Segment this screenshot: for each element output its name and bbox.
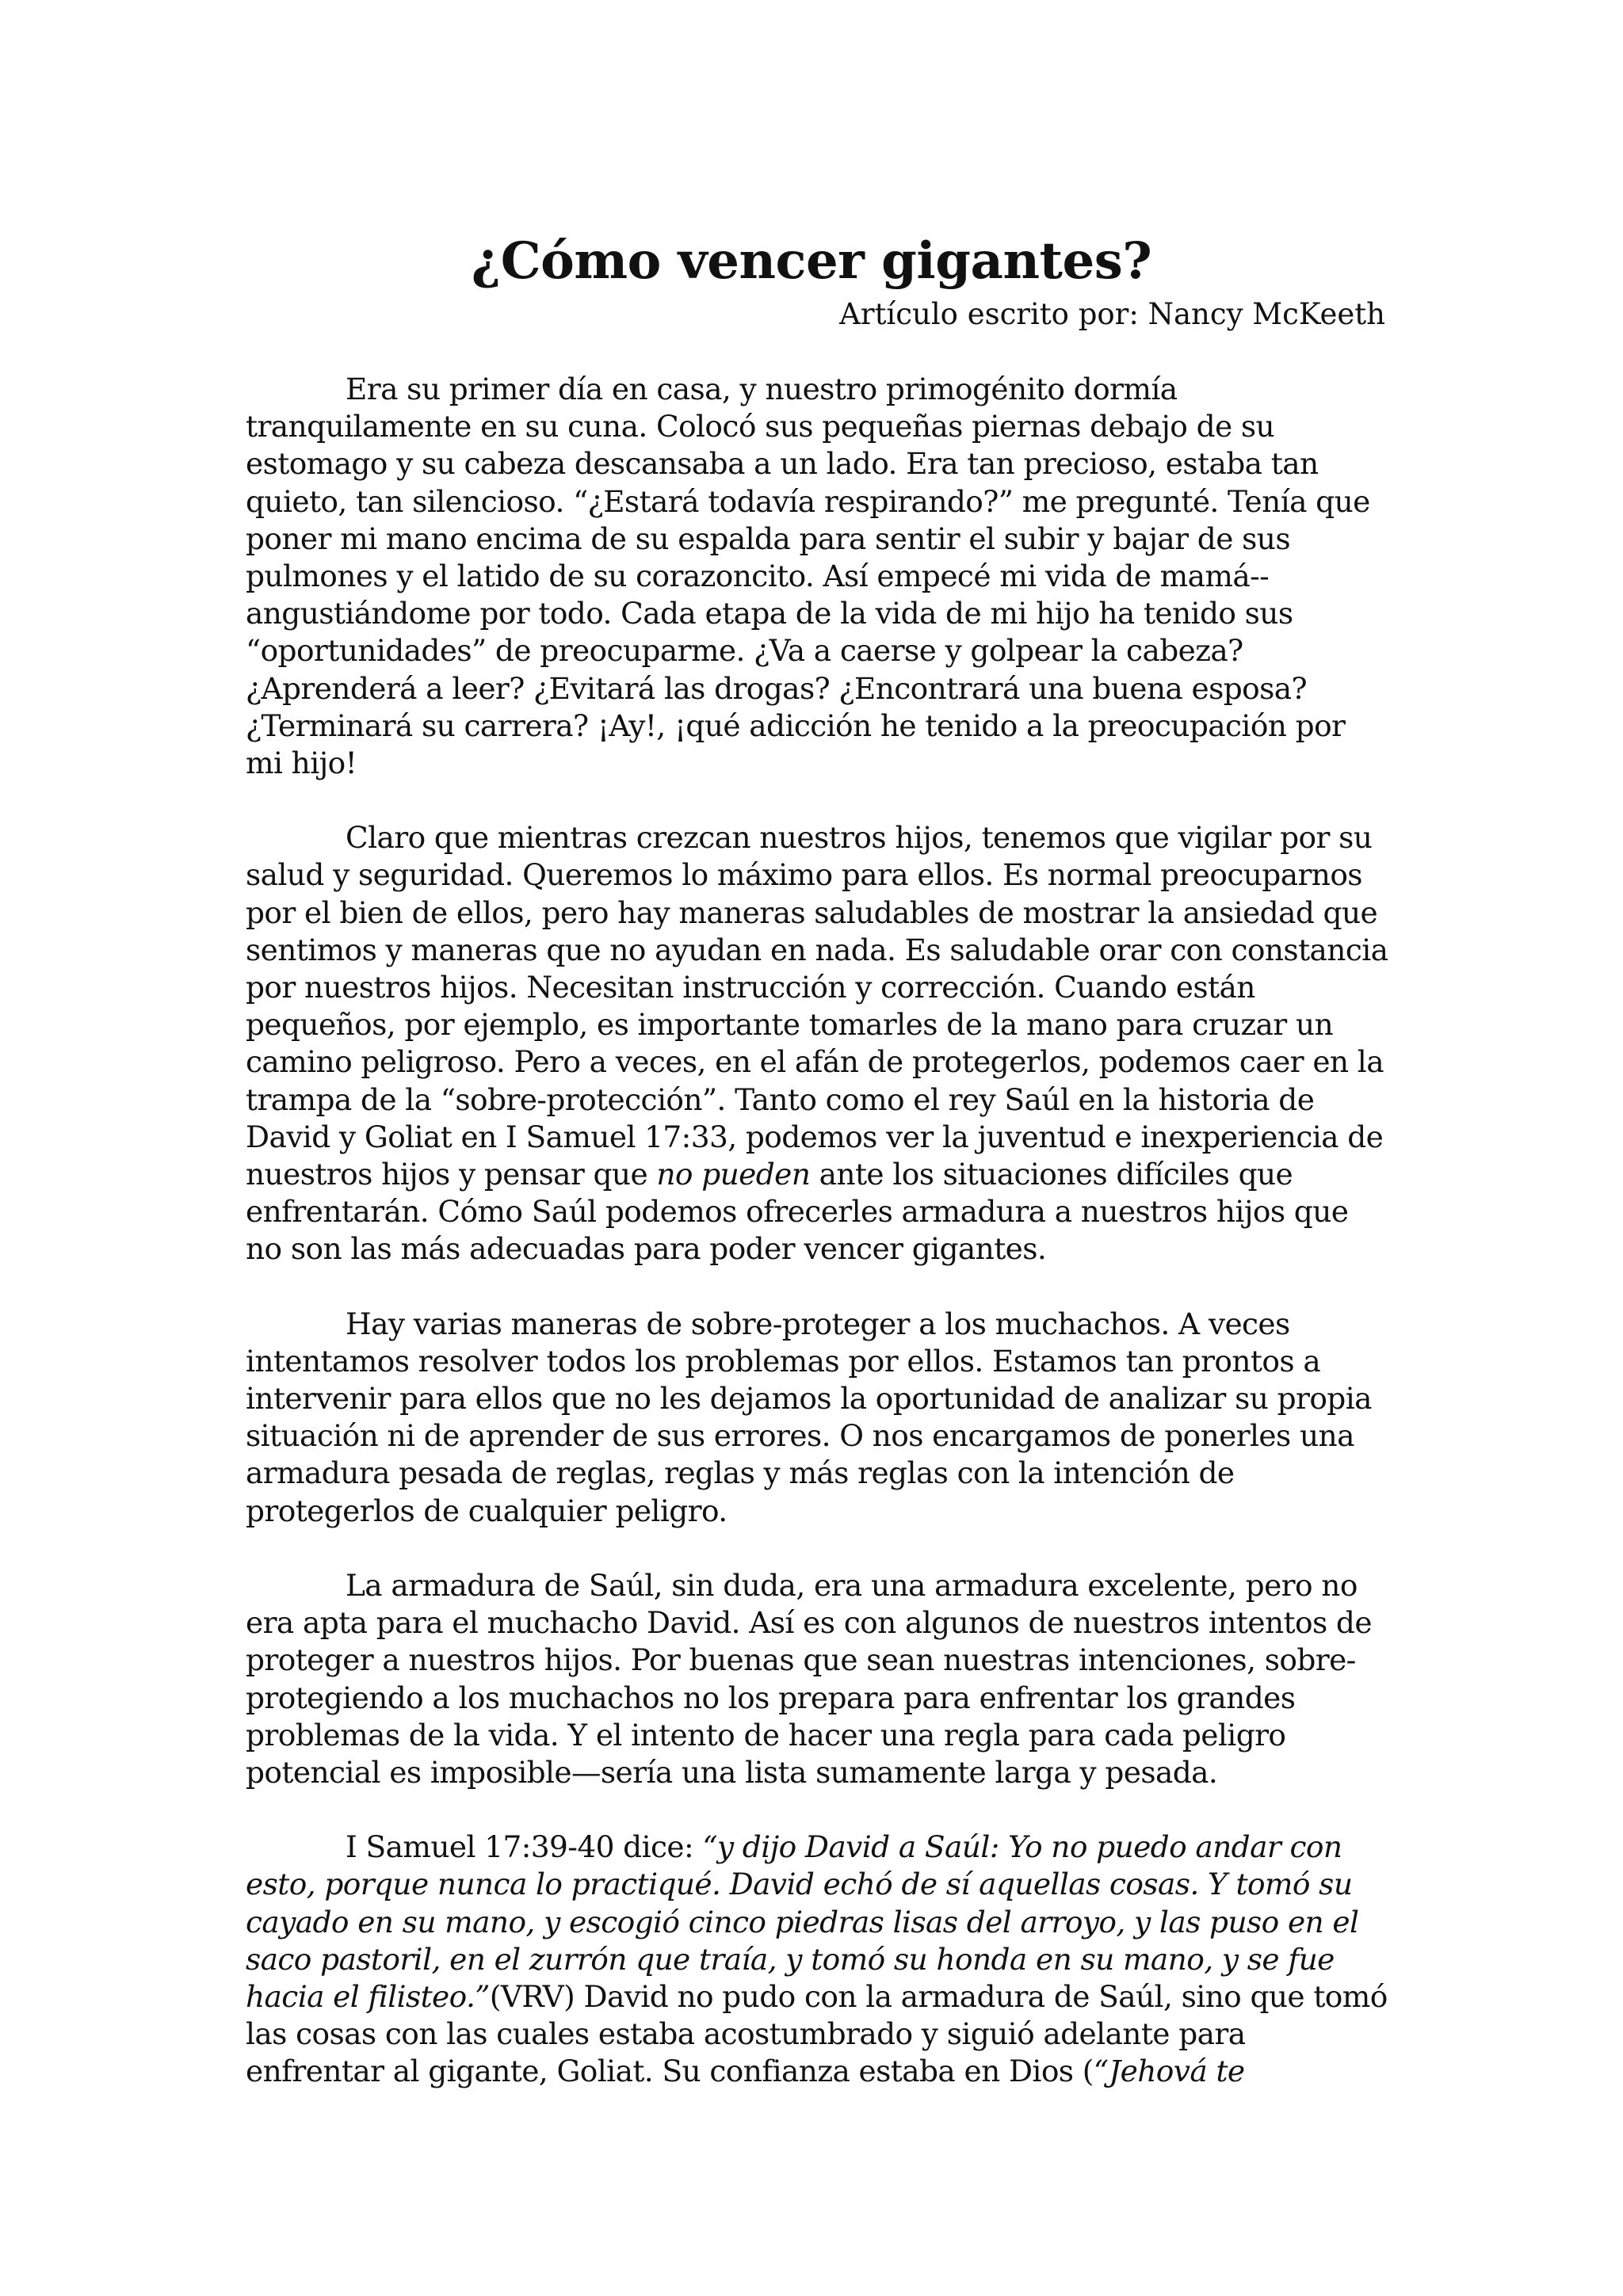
article-title: ¿Cómo vencer gigantes? (471, 231, 1152, 291)
article-byline: Artículo escrito por: Nancy McKeeth (839, 297, 1385, 331)
paragraph-4 (246, 1567, 1391, 1791)
paragraph-5 (246, 1829, 1391, 2090)
paragraph-1 (246, 371, 1391, 782)
paragraph-4-text: La armadura de Saúl, sin duda, era una armadura excelente, pero no era apta para el muchacho David. Así es con algunos de nuestros intentos de proteger a nuestros hijos. Por buenas que sean nuestras intenciones, sobre-protegiendo a los muchachos no los prepara para enfrentar los grandes problemas de la vida. Y el intento de hacer una regla para cada peligro potencial es imposible—sería una lista sumamente larga y pesada. (246, 1567, 1372, 1790)
paragraph-2-emphasis: no pueden (656, 1157, 811, 1192)
article-body (246, 371, 1391, 2091)
paragraph-5-text-a: I Samuel 17:39-40 dice: (346, 1829, 703, 1865)
paragraph-1-text: Era su primer día en casa, y nuestro primogénito dormía tranquilamente en su cuna. Colocó sus pequeñas piernas debajo de su estomago y su cabeza descansaba a un lado. Era tan precioso, estaba tan quieto, tan silencioso. “¿Estará todavía respirando?” me pregunté. Tenía que poner mi mano encima de su espalda para sentir el subir y bajar de sus pulmones y el latido de su corazoncito. Así empecé mi vida de mamá--angustiándome por todo. Cada etapa de la vida de mi hijo ha tenido sus “oportunidades” de preocuparme. ¿Va a caerse y golpear la cabeza? ¿Aprenderá a leer? ¿Evitará las drogas? ¿Encontrará una buena esposa? ¿Terminará su carrera? ¡Ay!, ¡qué adicción he tenido a la preocupación por mi hijo! (246, 372, 1370, 781)
paragraph-5-text-b: (VRV) David no pudo con la armadura de Saúl, sino que tomó las cosas con las cuales estaba acostumbrado y siguió adelante para enfrentar al gigante, Goliat. Su confianza estaba en Dios ( (246, 1978, 1388, 2089)
paragraph-3 (246, 1306, 1391, 1530)
paragraph-2-text-b: ante los situaciones difíciles que enfrentarán. Cómo Saúl podemos ofrecerles armadura a nuestros hijos que no son las más adecuadas para poder vencer gigantes. (246, 1157, 1349, 1267)
paragraph-5-scripture-quote-2: “Jehová te (1093, 2054, 1245, 2089)
paragraph-5-scripture-quote: “y dijo David a Saúl: Yo no puedo andar con esto, porque nunca lo practiqué. David echó de sí aquellas cosas. Y tomó su cayado en su mano, y escogió cinco piedras lisas del arroyo, y las puso en el saco pastoril, en el zurrón que traía, y tomó su honda en su mano, y se fue hacia el filisteo.” (246, 1829, 1359, 2014)
paragraph-2-text-a: Claro que mientras crezcan nuestros hijos, tenemos que vigilar por su salud y seguridad. Queremos lo máximo para ellos. Es normal preocuparnos por el bien de ellos, pero hay maneras saludables de mostrar la ansiedad que sentimos y maneras que no ayudan en nada. Es saludable orar con constancia por nuestros hijos. Necesitan instrucción y corrección. Cuando están pequeños, por ejemplo, es importante tomarles de la mano para cruzar un camino peligroso. Pero a veces, en el afán de protegerlos, podemos caer en la trampa de la “sobre-protección”. Tanto como el rey Saúl en la historia de David y Goliat en I Samuel 17:33, podemos ver la juventud e inexperiencia de nuestros hijos y pensar que (246, 820, 1388, 1192)
paragraph-3-text: Hay varias maneras de sobre-proteger a los muchachos. A veces intentamos resolver todos los problemas por ellos. Estamos tan prontos a intervenir para ellos que no les dejamos la oportunidad de analizar su propia situación ni de aprender de sus errores. O nos encargamos de ponerles una armadura pesada de reglas, reglas y más reglas con la intención de protegerlos de cualquier peligro. (246, 1306, 1372, 1528)
paragraph-2 (246, 819, 1391, 1268)
